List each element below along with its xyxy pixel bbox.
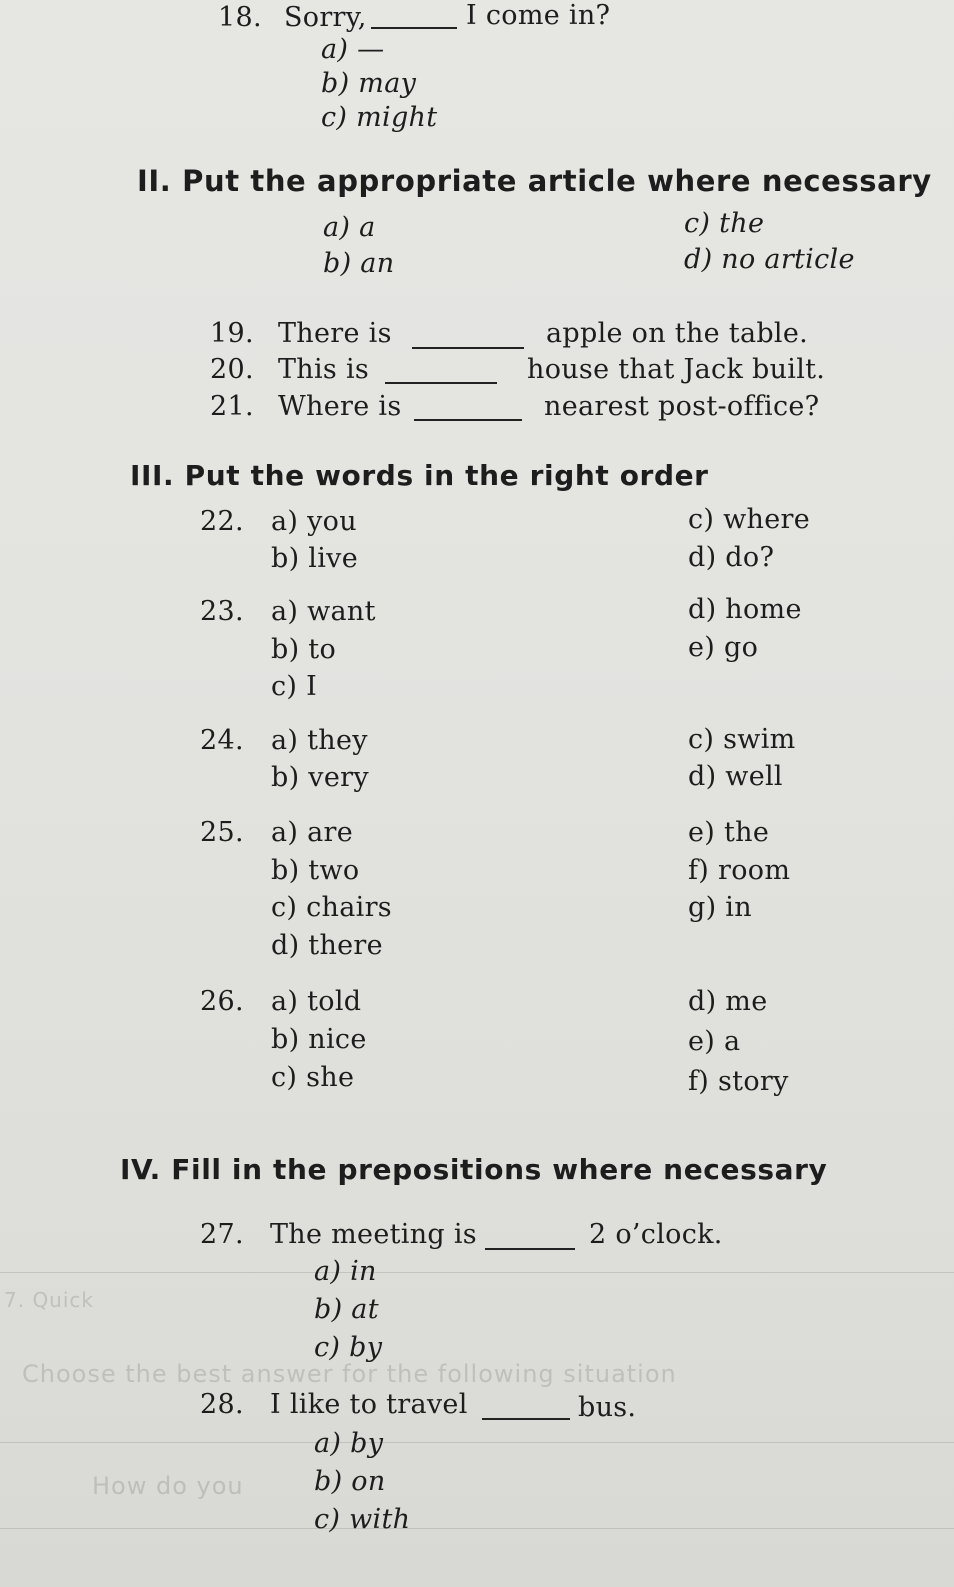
answer-blank[interactable] bbox=[482, 1418, 570, 1420]
option: c) by bbox=[314, 1332, 383, 1363]
question-text-before: The meeting is bbox=[270, 1219, 477, 1250]
word-option: d) me bbox=[688, 986, 768, 1017]
word-option: d) well bbox=[688, 761, 783, 792]
word-option: a) told bbox=[271, 986, 362, 1017]
word-option: d) home bbox=[688, 594, 802, 625]
word-option: g) in bbox=[688, 892, 752, 923]
section-heading: II. Put the appropriate article where necessary bbox=[137, 164, 932, 198]
word-option: b) very bbox=[271, 762, 369, 793]
question-number: 27. bbox=[200, 1219, 244, 1250]
question-number: 20. bbox=[210, 354, 254, 385]
word-option: c) I bbox=[271, 671, 318, 702]
question-text-after: nearest post-office? bbox=[544, 391, 820, 422]
option: c) might bbox=[321, 102, 438, 133]
word-option: a) you bbox=[271, 506, 357, 537]
question-text-after: 2 o’clock. bbox=[589, 1219, 723, 1250]
answer-blank[interactable] bbox=[385, 382, 497, 384]
question-text-before: Where is bbox=[278, 391, 402, 422]
question-number: 21. bbox=[210, 391, 254, 422]
question-text-after: apple on the table. bbox=[546, 318, 809, 349]
section-heading: III. Put the words in the right order bbox=[130, 459, 709, 492]
word-option: d) do? bbox=[688, 542, 775, 573]
answer-blank[interactable] bbox=[485, 1248, 575, 1250]
option: a) a bbox=[323, 212, 376, 243]
word-option: b) nice bbox=[271, 1024, 367, 1055]
question-text-before: I like to travel bbox=[270, 1389, 468, 1420]
bleed-through-rule bbox=[0, 1272, 954, 1273]
option: c) the bbox=[684, 208, 765, 239]
word-option: d) there bbox=[271, 930, 383, 961]
question-number: 25. bbox=[200, 817, 244, 848]
word-option: f) room bbox=[688, 855, 791, 886]
word-option: b) live bbox=[271, 543, 359, 574]
bleed-through-text: How do you bbox=[92, 1472, 244, 1500]
word-option: e) go bbox=[688, 632, 759, 663]
question-text-after: house that Jack built. bbox=[527, 354, 826, 385]
word-option: c) where bbox=[688, 504, 811, 535]
question-text-before: This is bbox=[278, 354, 370, 385]
word-option: a) are bbox=[271, 817, 353, 848]
bleed-through-text: 7. Quick bbox=[4, 1288, 94, 1312]
word-option: c) swim bbox=[688, 724, 796, 755]
word-option: b) two bbox=[271, 855, 360, 886]
answer-blank[interactable] bbox=[414, 419, 522, 421]
option: a) by bbox=[314, 1428, 384, 1459]
question-number: 24. bbox=[200, 725, 244, 756]
question-number: 19. bbox=[210, 318, 254, 349]
word-option: f) story bbox=[688, 1066, 789, 1097]
option: c) with bbox=[314, 1504, 411, 1535]
question-text-after: I come in? bbox=[466, 0, 611, 31]
question-number: 28. bbox=[200, 1389, 244, 1420]
question-number: 26. bbox=[200, 986, 244, 1017]
question-number: 22. bbox=[200, 506, 244, 537]
option: b) may bbox=[321, 68, 417, 99]
word-option: b) to bbox=[271, 634, 337, 665]
question-text-before: There is bbox=[278, 318, 392, 349]
bleed-through-rule bbox=[0, 1442, 954, 1443]
question-number: 18. bbox=[218, 2, 262, 33]
option: a) — bbox=[321, 34, 385, 65]
option: b) at bbox=[314, 1294, 379, 1325]
option: b) an bbox=[323, 248, 395, 279]
bleed-through-rule bbox=[0, 1528, 954, 1529]
option: a) in bbox=[314, 1256, 377, 1287]
word-option: c) chairs bbox=[271, 892, 392, 923]
word-option: a) want bbox=[271, 596, 376, 627]
question-text-before: Sorry, bbox=[284, 2, 367, 33]
question-number: 23. bbox=[200, 596, 244, 627]
answer-blank[interactable] bbox=[412, 347, 524, 349]
option: b) on bbox=[314, 1466, 386, 1497]
bleed-through-text: Choose the best answer for the following situation bbox=[22, 1360, 677, 1388]
word-option: e) the bbox=[688, 817, 770, 848]
question-text-after: bus. bbox=[578, 1392, 637, 1423]
word-option: a) they bbox=[271, 725, 368, 756]
answer-blank[interactable] bbox=[371, 27, 457, 29]
option: d) no article bbox=[684, 244, 855, 275]
word-option: c) she bbox=[271, 1062, 355, 1093]
word-option: e) a bbox=[688, 1026, 741, 1057]
section-heading: IV. Fill in the prepositions where necessary bbox=[120, 1153, 828, 1186]
